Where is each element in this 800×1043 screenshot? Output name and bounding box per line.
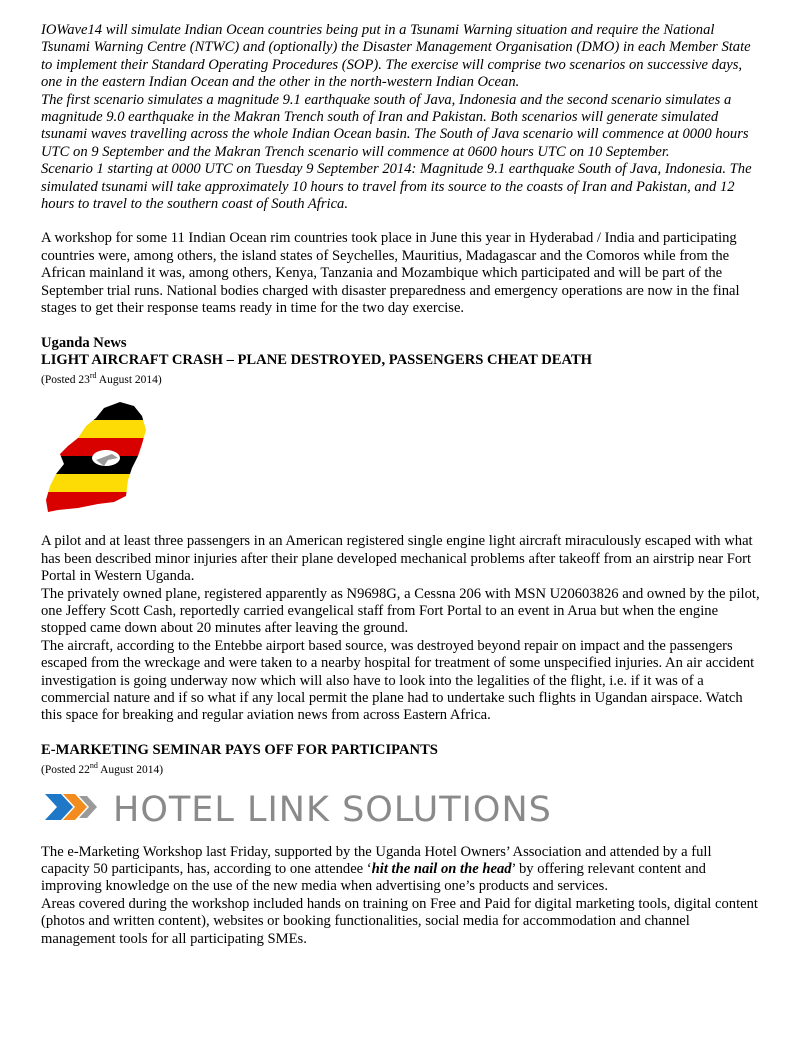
article1-paragraph-1: A pilot and at least three passengers in an American registered single engine light aircraft miraculously escaped with what has been described minor injuries after their plane developed mechanical problems after takeoff from an airstrip near Fort Portal in Western Uganda. <box>41 533 753 585</box>
document-page <box>41 22 763 948</box>
article1-paragraph-3: The aircraft, according to the Entebbe airport based source, was destroyed beyond repair on impact and the passengers escaped from the wreckage and were taken to a nearby hospital for treatment of some unspecified injuries. An air accident investigation is going underway now which will also have to look into the legalities of the flight, i.e. if it was of a commercial nature and if so what if any local permit the plane had to undertake such flights in Ugandan airspace. Watch this space for breaking and regular aviation news from across Eastern Africa. <box>41 637 755 724</box>
uganda-flag-map-icon <box>42 400 152 520</box>
article2-paragraph-2: Areas covered during the workshop included hands on training on Free and Paid for digital marketing tools, digital content (photos and written content), websites or booking functionalities, social media for accommodation and channel management tools for all participating SMEs. <box>41 895 758 947</box>
article1-paragraph-2: The privately owned plane, registered apparently as N9698G, a Cessna 206 with MSN U20603826 and owned by the pilot, one Jeffery Scott Cash, reportedly carried evangelical staff from Fort Portal to an event in Arua but when the engine stopped came down about 20 minutes after leaving the ground. <box>41 585 760 637</box>
hotel-link-solutions-logo <box>41 789 763 831</box>
emphasis-quote: hit the nail on the head <box>371 861 512 878</box>
intro-paragraph-2: The first scenario simulates a magnitude 9.1 earthquake south of Java, Indonesia and the second scenario simulates a magnitude 9.0 earthquake in the Makran Trench south of Iran and Pakistan. Both scenarios will generate simulated tsunami waves travelling across the whole Indian Ocean basin. The South of Java scenario will commence at 0000 hours UTC on 9 September and the Makran Trench scenario will commence at 0600 hours UTC on 10 September. <box>41 91 749 160</box>
article2-paragraph-1: The e-Marketing Workshop last Friday, supported by the Uganda Hotel Owners’ Association and attended by a full capacity 50 participants, has, according to one attendee ‘hit the nail on the head’ by offering relevant content and improving knowledge on the use of the new media when advertising one’s products and services. <box>41 843 712 895</box>
workshop-paragraph: A workshop for some 11 Indian Ocean rim countries took place in June this year in Hyderabad / India and participating countries were, among others, the island states of Seychelles, Mauritius, Madagascar and the Comoros while from the African mainland it was, among others, Kenya, Tanzania and Mozambique which participated and will be part of the September trial runs. National bodies charged with disaster preparedness and emergency operations are now in the final stages to get their response teams ready in time for the two day exercise. <box>41 230 740 317</box>
article1-posted-date: (Posted 23rd August 2014) <box>41 370 162 386</box>
section-title: Uganda News <box>41 334 127 351</box>
article2-headline: E-MARKETING SEMINAR PAYS OFF FOR PARTICIPANTS <box>41 741 438 758</box>
intro-paragraph-1: IOWave14 will simulate Indian Ocean countries being put in a Tsunami Warning situation and require the National Tsunami Warning Centre (NTWC) and (optionally) the Disaster Management Organisation (DMO) in each Member State to implement their Standard Operating Procedures (SOP). The exercise will comprise two scenarios on successive days, one in the eastern Indian Ocean and the other in the north-western Indian Ocean. <box>41 22 751 91</box>
article1-headline: LIGHT AIRCRAFT CRASH – PLANE DESTROYED, PASSENGERS CHEAT DEATH <box>41 351 593 368</box>
article2-posted-date: (Posted 22nd August 2014) <box>41 760 164 776</box>
hotel-link-chevron-logo-icon <box>41 790 105 829</box>
logo-text: HOTEL LINK SOLUTIONS <box>113 789 552 830</box>
intro-paragraph-3: Scenario 1 starting at 0000 UTC on Tuesday 9 September 2014: Magnitude 9.1 earthquake South of Java, Indonesia. The simulated tsunami will take approximately 10 hours to travel from its source to the coasts of Iran and Pakistan, and 12 hours to travel to the southern coast of South Africa. <box>41 161 752 213</box>
intro-italic-block <box>41 22 763 213</box>
